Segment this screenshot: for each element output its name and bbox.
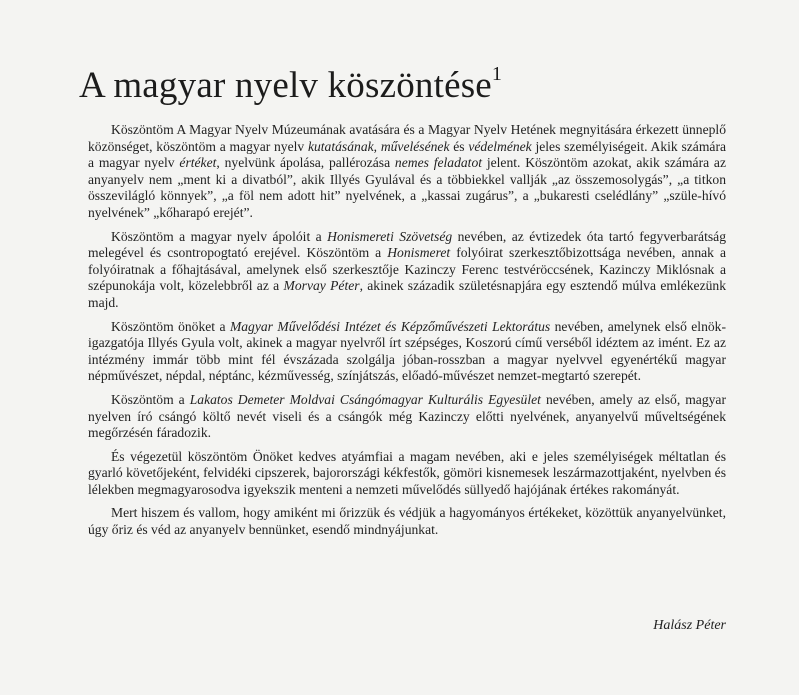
text-run: Köszöntöm önöket a	[111, 318, 230, 334]
paragraph	[88, 122, 726, 222]
text-run: És végezetül köszöntöm Önöket kedves atyámfiai a magam nevében, aki e jeles személyiségek méltatlan és gyarló követőjeként, felvidéki cipszerek, bajorországi kékfestők, gömöri kisnemesek leszármazottjaként, nyelvben és lélekben megmagyarosodva igyekszik menteni a nemzeti művelődés süllyedő hajójának értékes rakományát.	[88, 448, 726, 497]
italic-text: Lakatos Demeter Moldvai Csángómagyar Kulturális Egyesület	[189, 391, 541, 407]
paragraph	[88, 229, 726, 312]
text-run: Mert hiszem és vallom, hogy amiként mi őrizzük és védjük a hagyományos értékeket, közöttük anyanyelvünket, úgy őriz és véd az anyanyelv bennünket, esendő mindnyájunkat.	[88, 505, 726, 538]
text-run: nevében, amelynek első elnök-igazgatója Illyés Gyula volt, akinek a magyar nyelvről írt szépséges, Koszorú című verséből idéztem az imént. Ez az intézmény immár több mint fél évszázada szolgálja jóban-rosszban a magyar nyelvvel egyenértékű magyar népművészet, népdal, néptánc, kézművesség, színjátszás, előadó-művészet nemzet-megtartó szerepét.	[88, 318, 727, 384]
italic-text: Honismeret	[387, 245, 451, 261]
text-run: jeles személyiségeit. Akik számára a magyar nyelv	[88, 138, 727, 171]
article-body	[88, 122, 726, 546]
paragraph	[88, 392, 726, 442]
text-run: Köszöntöm a	[111, 391, 190, 407]
text-run: nevében, amely az első, magyar nyelven író csángó költő nevét viseli és a csángók még Kazinczy előtti nyelvének, anyanyelvű műveltségének megőrzésén fáradozik.	[88, 391, 726, 441]
italic-text: nemes feladatot	[394, 155, 483, 171]
italic-text: Magyar Művelődési Intézet és Képzőművészeti Lektorátus	[229, 318, 551, 334]
italic-text: Morvay Péter	[283, 278, 360, 294]
text-run: Köszöntöm A Magyar Nyelv Múzeumának avatására és a Magyar Nyelv Hetének megnyitására érkezett ünneplő közönséget, köszöntöm a magyar nyelv	[88, 122, 726, 154]
title-text: A magyar nyelv köszöntése	[79, 65, 492, 106]
text-run: és	[449, 138, 469, 154]
text-run: folyóirat szerkesztőbizottsága nevében, annak a folyóiratnak a főhajtásával, amelynek első szerkesztője Kazinczy Ferenc testvéröccsének, Kazinczy Miklósnak a szépunokája volt, közelebbről az a	[88, 245, 726, 294]
text-run: ,	[373, 138, 381, 154]
italic-text: művelésének	[380, 138, 450, 154]
text-run: Köszöntöm a magyar nyelv ápolóit a	[111, 228, 328, 244]
italic-text: értéket	[179, 155, 217, 171]
text-run: nevében, az évtizedek óta tartó fegyverbarátság melegével és csontropogtató erejével. Köszöntöm a	[88, 228, 726, 261]
paragraph	[88, 319, 726, 385]
paragraph	[88, 505, 726, 538]
paragraph	[88, 449, 726, 499]
text-run: jelent. Köszöntöm azokat, akik számára az anyanyelv nem „ment ki a divatból”, akik Illyés Gyulával és a többiekkel vallják „az összemosolygás”, „a titkon összevilágló könnyek”, „a föl nem adott hit” nyelvének, a „kassai zugárus”, a „bukaresti cselédlány” „szüle-hívó nyelvének” „kőharapó erejét”.	[88, 155, 726, 220]
italic-text: kutatásának	[307, 138, 374, 154]
italic-text: védelmének	[468, 138, 532, 154]
italic-text: Honismereti Szövetség	[327, 228, 453, 244]
text-run: , akinek századik születésnapjára egy esztendő múlva emlékezünk majd.	[88, 278, 726, 310]
footnote-mark: 1	[491, 62, 503, 85]
author-signature: Halász Péter	[653, 618, 726, 633]
article-title	[79, 64, 502, 107]
text-run: , nyelvünk ápolása, pallérozása	[216, 155, 395, 171]
